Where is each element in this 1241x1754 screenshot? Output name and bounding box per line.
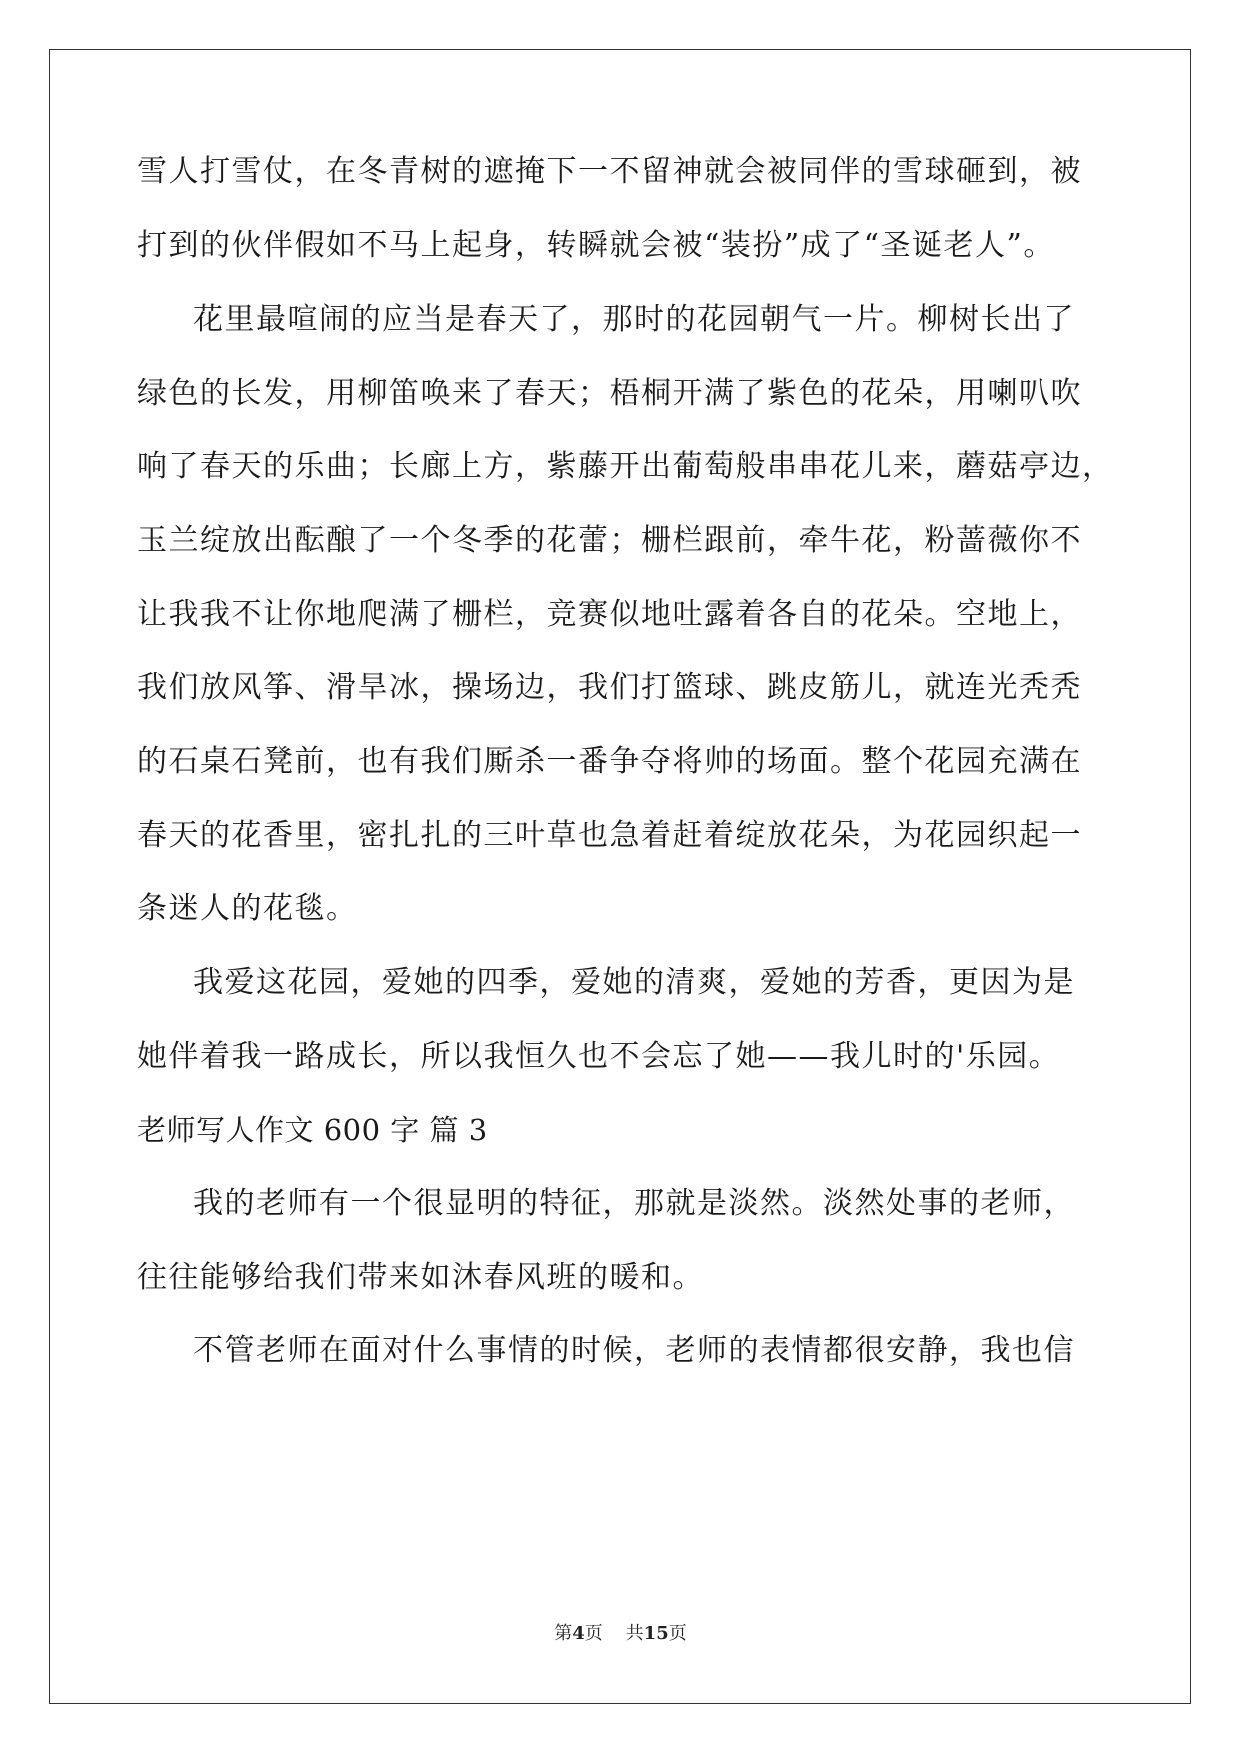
section-heading: 老师写人作文 600 字 篇 3 [137, 1113, 488, 1147]
total-pages-number: 15 [643, 1623, 669, 1644]
text-line: 响了春天的乐曲；长廊上方，紫藤开出葡萄般串串花儿来，蘑菇亭边， [137, 449, 1114, 484]
text-line: 她伴着我一路成长，所以我恒久也不会忘了她——我儿时的'乐园。 [137, 1039, 1061, 1074]
paragraph-start-line: 我爱这花园，爱她的四季，爱她的清爽，爱她的芳香，更因为是 [193, 965, 1075, 1000]
footer-middle: 页 共 [584, 1623, 644, 1644]
page-footer [0, 1622, 1241, 1646]
current-page-number: 4 [572, 1623, 585, 1644]
text-line: 打到的伙伴假如不马上起身，转瞬就会被“装扮”成了“圣诞老人”。 [137, 228, 1055, 263]
text-line: 春天的花香里，密扎扎的三叶草也急着赶着绽放花朵，为花园织起一 [137, 818, 1082, 853]
text-line: 我们放风筝、滑旱冰，操场边，我们打篮球、跳皮筋儿，就连光秃秃 [137, 670, 1082, 705]
text-line: 玉兰绽放出酝酿了一个冬季的花蕾；栅栏跟前，牵牛花，粉蔷薇你不 [137, 523, 1082, 558]
footer-prefix: 第 [554, 1623, 573, 1644]
page-border [49, 49, 1191, 1704]
paragraph-start-line: 花里最喧闹的应当是春天了，那时的花园朝气一片。柳树长出了 [193, 302, 1075, 337]
text-line: 让我我不让你地爬满了栅栏，竞赛似地吐露着各自的花朵。空地上， [137, 597, 1082, 632]
paragraph-start-line: 我的老师有一个很显明的特征，那就是淡然。淡然处事的老师， [193, 1186, 1075, 1221]
text-line: 雪人打雪仗，在冬青树的遮掩下一不留神就会被同伴的雪球砸到，被 [137, 154, 1082, 189]
text-line: 的石桌石凳前，也有我们厮杀一番争夺将帅的场面。整个花园充满在 [137, 744, 1082, 779]
text-line: 条迷人的花毯。 [137, 891, 358, 926]
paragraph-start-line: 不管老师在面对什么事情的时候，老师的表情都很安静，我也信 [193, 1333, 1075, 1368]
text-line: 往往能够给我们带来如沐春风班的暖和。 [137, 1260, 704, 1295]
text-line: 绿色的长发，用柳笛唤来了春天；梧桐开满了紫色的花朵，用喇叭吹 [137, 376, 1082, 411]
footer-suffix: 页 [668, 1623, 687, 1644]
